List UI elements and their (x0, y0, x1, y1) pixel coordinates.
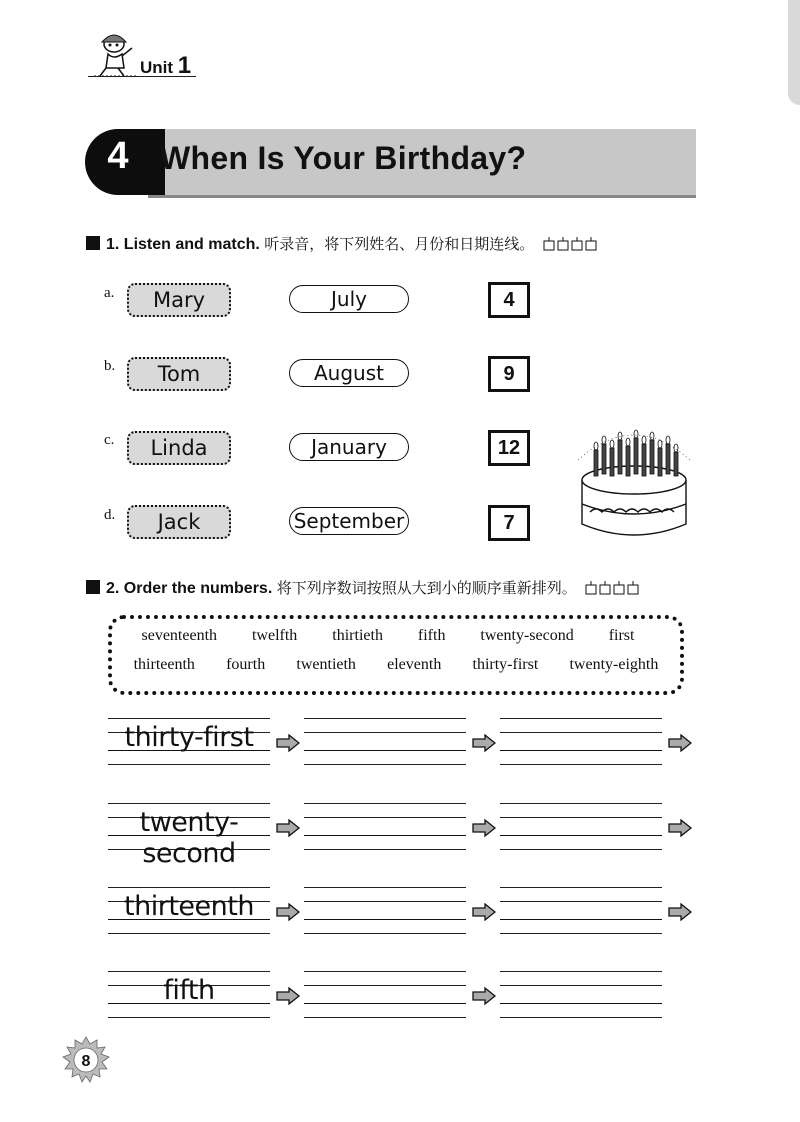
arrow-right-icon (276, 819, 300, 837)
answer-lines[interactable] (304, 718, 466, 766)
name-tom[interactable]: Tom (127, 357, 231, 391)
month-july[interactable]: July (289, 285, 409, 313)
writing-lines-start (108, 718, 270, 766)
difficulty-cups-icon (585, 579, 641, 600)
arrow-right-icon (668, 903, 692, 921)
writing-lines-start (108, 803, 270, 869)
word-bank-row-2 (118, 656, 674, 674)
unit-underline (88, 76, 196, 77)
bank-word: twelfth (251, 627, 298, 644)
answer-lines[interactable] (500, 803, 662, 851)
bank-word: twenty-second (480, 627, 574, 644)
row-letter-b: b. (104, 358, 116, 374)
month-september[interactable]: September (289, 507, 409, 535)
start-word: fifth (163, 975, 215, 1006)
arrow-right-icon (276, 734, 300, 752)
answer-lines[interactable] (304, 971, 466, 1019)
day-12[interactable]: 12 (488, 430, 530, 466)
bank-word: twenty-eighth (569, 656, 659, 673)
word-bank (108, 615, 684, 695)
day-7[interactable]: 7 (488, 505, 530, 541)
answer-lines[interactable] (500, 971, 662, 1019)
name-mary[interactable]: Mary (127, 283, 231, 317)
writing-lines-start (108, 887, 270, 935)
answer-lines[interactable] (304, 803, 466, 851)
lesson-number: 4 (107, 135, 129, 177)
arrow-right-icon (472, 819, 496, 837)
row-letter-a: a. (104, 285, 115, 301)
exercise2-heading: 2. Order the numbers. 将下列序数词按照从大到小的顺序重新排列。 (86, 577, 641, 600)
difficulty-cups-icon (543, 235, 599, 256)
start-word: thirty-first (124, 722, 254, 753)
arrow-right-icon (276, 987, 300, 1005)
day-4[interactable]: 4 (488, 282, 530, 318)
heading-square-icon (86, 580, 100, 594)
month-august[interactable]: August (289, 359, 409, 387)
name-jack[interactable]: Jack (127, 505, 231, 539)
bank-word: thirteenth (133, 656, 195, 673)
answer-lines[interactable] (304, 887, 466, 935)
word-bank-row-1 (124, 627, 652, 645)
month-january[interactable]: January (289, 433, 409, 461)
arrow-right-icon (276, 903, 300, 921)
bank-word: eleventh (387, 656, 442, 673)
answer-lines[interactable] (500, 887, 662, 935)
page-number: 8 (81, 1053, 91, 1070)
lesson-title: When Is Your Birthday? (160, 140, 527, 176)
start-word: twenty-second (139, 807, 239, 869)
arrow-right-icon (472, 987, 496, 1005)
row-letter-d: d. (104, 507, 116, 523)
heading-square-icon (86, 236, 100, 250)
birthday-cake-icon (572, 420, 696, 549)
bank-word: fourth (226, 656, 266, 673)
unit-title: Unit 1 (140, 52, 192, 79)
bank-word: thirtieth (332, 627, 383, 644)
answer-lines[interactable] (500, 718, 662, 766)
bank-word: first (608, 627, 635, 644)
arrow-right-icon (472, 903, 496, 921)
arrow-right-icon (668, 734, 692, 752)
day-9[interactable]: 9 (488, 356, 530, 392)
bank-word: twentieth (296, 656, 356, 673)
name-linda[interactable]: Linda (127, 431, 231, 465)
bank-word: fifth (417, 627, 446, 644)
page-number-badge (62, 1036, 110, 1084)
arrow-right-icon (668, 819, 692, 837)
writing-lines-start (108, 971, 270, 1019)
arrow-right-icon (472, 734, 496, 752)
bank-word: seventeenth (141, 627, 218, 644)
exercise1-heading: 1. Listen and match. 听录音，将下列姓名、月份和日期连线。 (86, 233, 599, 256)
page-edge (788, 0, 800, 105)
row-letter-c: c. (104, 432, 115, 448)
start-word: thirteenth (124, 891, 254, 922)
bank-word: thirty-first (472, 656, 539, 673)
